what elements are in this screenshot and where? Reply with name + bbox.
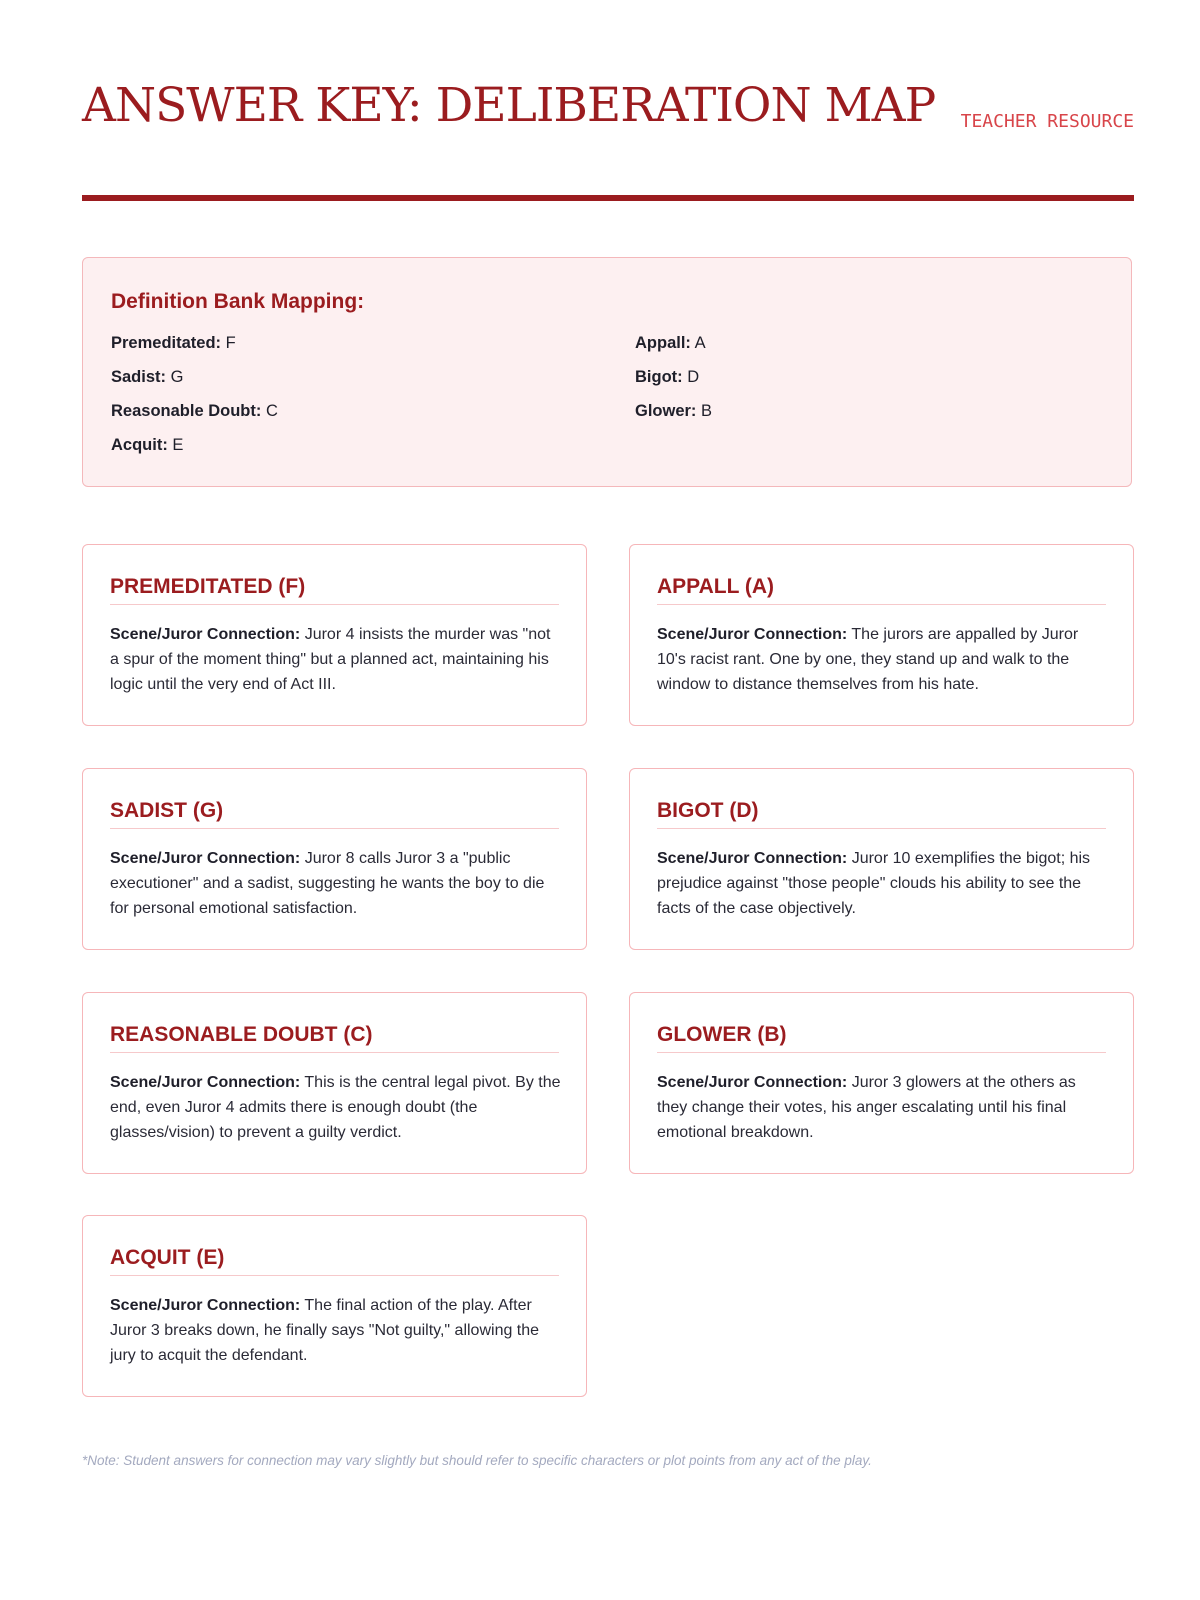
bank-letter: A <box>690 334 706 352</box>
bank-item-reasonable-doubt <box>111 402 278 421</box>
connection-body: Juror 10 exemplifies the bigot; his prejudice against "those people" clouds his ability to see the facts of the case objectively. <box>657 850 1091 917</box>
card-title: GLOWER (B) <box>657 1023 1106 1053</box>
card-connection-text <box>657 622 1109 697</box>
bank-term: Glower: <box>635 402 697 420</box>
connection-label: Scene/Juror Connection: <box>110 1074 301 1091</box>
card-title: PREMEDITATED (F) <box>110 575 559 605</box>
connection-body: Juror 8 calls Juror 3 a "public executioner" and a sadist, suggesting he wants the boy to die for personal emotional satisfaction. <box>110 850 545 917</box>
card-connection-text <box>110 622 562 697</box>
bank-letter: C <box>261 402 278 420</box>
card-appall <box>629 544 1134 726</box>
bank-item-bigot <box>635 368 699 387</box>
card-connection-text <box>657 846 1109 921</box>
bank-term: Acquit: <box>111 436 168 454</box>
card-bigot <box>629 768 1134 950</box>
connection-body: This is the central legal pivot. By the end, even Juror 4 admits there is enough doubt (the glasses/vision) to prevent a guilty verdict. <box>110 1074 561 1141</box>
card-sadist <box>82 768 587 950</box>
bank-term: Bigot: <box>635 368 683 386</box>
card-acquit <box>82 1215 587 1397</box>
footnote: *Note: Student answers for connection may vary slightly but should refer to specific characters or plot points from any act of the play. <box>82 1453 872 1468</box>
connection-body: Juror 4 insists the murder was "not a spur of the moment thing" but a planned act, maintaining his logic until the very end of Act III. <box>110 626 551 693</box>
bank-term: Premeditated: <box>111 334 222 352</box>
card-connection-text <box>110 1070 562 1145</box>
bank-letter: E <box>167 436 184 454</box>
card-reasonable-doubt <box>82 992 587 1174</box>
card-connection-text <box>657 1070 1109 1145</box>
card-title: SADIST (G) <box>110 799 559 829</box>
page-header <box>82 78 1134 148</box>
card-title: APPALL (A) <box>657 575 1106 605</box>
connection-label: Scene/Juror Connection: <box>657 1074 848 1091</box>
definition-bank-title: Definition Bank Mapping: <box>111 290 365 313</box>
connection-body: The jurors are appalled by Juror 10's racist rant. One by one, they stand up and walk to the window to distance themselves from his hate. <box>657 626 1079 693</box>
header-divider <box>82 195 1134 201</box>
bank-letter: B <box>696 402 713 420</box>
connection-label: Scene/Juror Connection: <box>110 626 301 643</box>
card-title: BIGOT (D) <box>657 799 1106 829</box>
card-connection-text <box>110 1293 562 1368</box>
card-premeditated <box>82 544 587 726</box>
connection-label: Scene/Juror Connection: <box>657 850 848 867</box>
definition-bank-panel <box>82 257 1132 487</box>
bank-letter: G <box>166 368 184 386</box>
bank-item-sadist <box>111 368 183 387</box>
connection-body: Juror 3 glowers at the others as they change their votes, his anger escalating until his final emotional breakdown. <box>657 1074 1076 1141</box>
bank-item-premeditated <box>111 334 236 353</box>
bank-letter: D <box>682 368 700 386</box>
bank-term: Reasonable Doubt: <box>111 402 262 420</box>
bank-term: Sadist: <box>111 368 167 386</box>
bank-item-acquit <box>111 436 183 455</box>
card-title: ACQUIT (E) <box>110 1246 559 1276</box>
card-title: REASONABLE DOUBT (C) <box>110 1023 559 1053</box>
bank-item-glower <box>635 402 712 421</box>
card-glower <box>629 992 1134 1174</box>
bank-item-appall <box>635 334 706 353</box>
page-title: ANSWER KEY: DELIBERATION MAP <box>82 78 936 133</box>
connection-label: Scene/Juror Connection: <box>110 850 301 867</box>
connection-label: Scene/Juror Connection: <box>657 626 848 643</box>
connection-label: Scene/Juror Connection: <box>110 1297 301 1314</box>
bank-letter: F <box>221 334 236 352</box>
teacher-resource-label: TEACHER RESOURCE <box>960 111 1134 132</box>
connection-body: The final action of the play. After Juror 3 breaks down, he finally says "Not guilty," allowing the jury to acquit the defendant. <box>110 1297 540 1364</box>
bank-term: Appall: <box>635 334 691 352</box>
card-connection-text <box>110 846 562 921</box>
